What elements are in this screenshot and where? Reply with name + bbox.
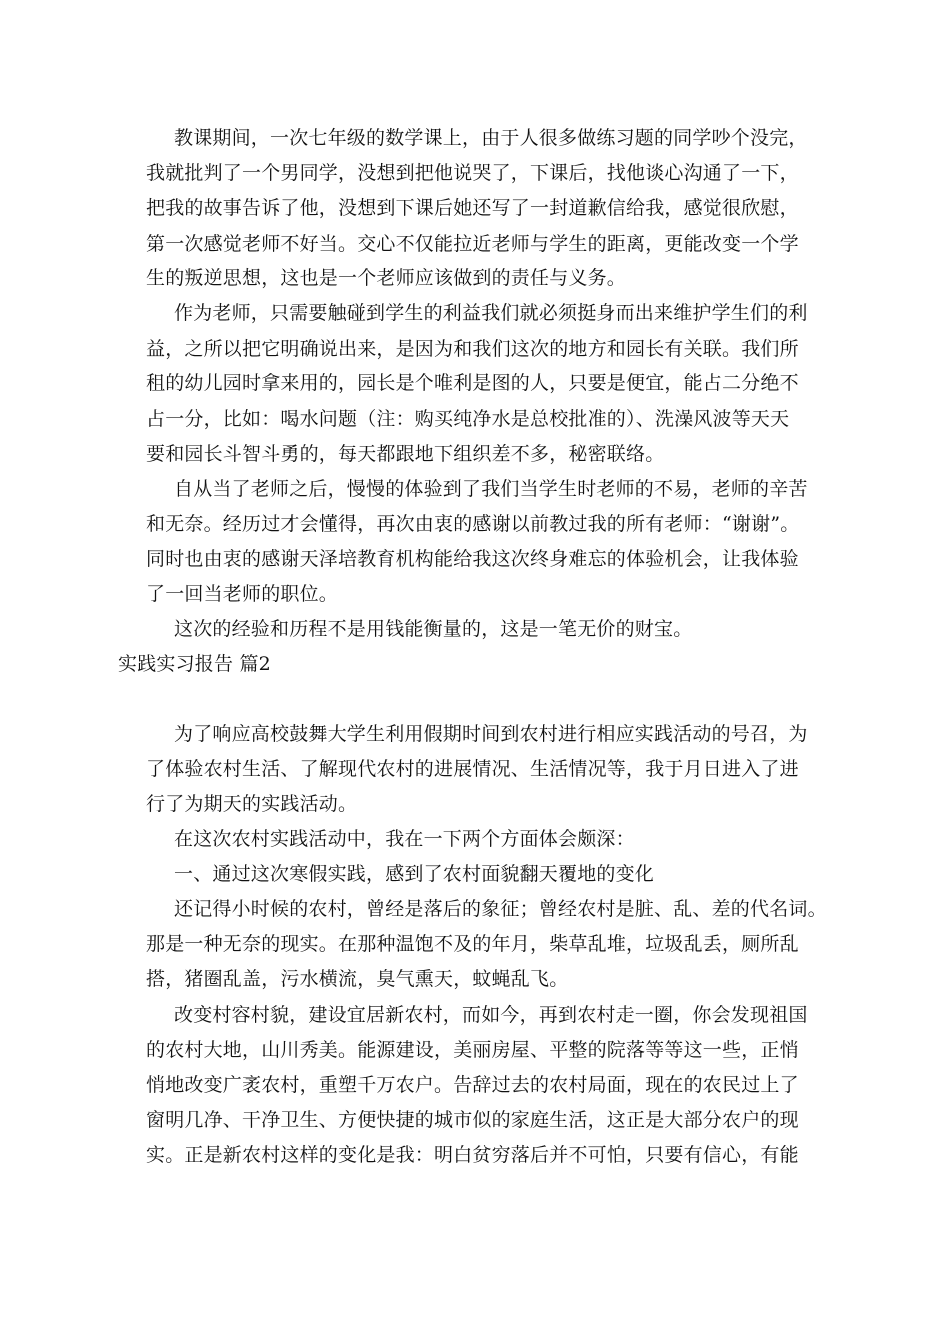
paragraph-line: 悄地改变广袤农村，重塑千万农户。告辞过去的农村局面，现在的农民过上了	[146, 1074, 799, 1096]
paragraph-line: 窗明几净、干净卫生、方便快捷的城市似的家庭生活，这正是大部分农户的现	[146, 1109, 799, 1131]
paragraph-line: 为了响应高校鼓舞大学生利用假期时间到农村进行相应实践活动的号召，为	[174, 723, 808, 745]
paragraph-line: 自从当了老师之后，慢慢的体验到了我们当学生时老师的不易，老师的辛苦	[174, 478, 808, 500]
paragraph-line: 益，之所以把它明确说出来，是因为和我们这次的地方和园长有关联。我们所	[146, 338, 799, 360]
paragraph-line: 生的叛逆思想，这也是一个老师应该做到的责任与义务。	[146, 267, 627, 289]
paragraph-line: 一、通过这次寒假实践，感到了农村面貌翻天覆地的变化	[174, 863, 655, 885]
paragraph-line: 实。正是新农村这样的变化是我：明白贫穷落后并不可怕，只要有信心，有能	[146, 1144, 799, 1166]
paragraph-line: 我就批判了一个男同学，没想到把他说哭了，下课后，找他谈心沟通了一下，	[146, 162, 799, 184]
paragraph-line: 这次的经验和历程不是用钱能衡量的，这是一笔无价的财宝。	[174, 618, 693, 640]
paragraph-line: 租的幼儿园时拿来用的，园长是个唯利是图的人，只要是便宜，能占二分绝不	[146, 372, 799, 394]
paragraph-line: 在这次农村实践活动中，我在一下两个方面体会颇深：	[174, 828, 635, 850]
paragraph-line: 占一分，比如：喝水问题（注：购买纯净水是总校批准的）、洗澡风波等天天	[146, 408, 790, 430]
paragraph-line: 要和园长斗智斗勇的，每天都跟地下组织差不多，秘密联络。	[146, 443, 665, 465]
paragraph-line: 第一次感觉老师不好当。交心不仅能拉近老师与学生的距离，更能改变一个学	[146, 233, 799, 255]
paragraph-line: 搭，猪圈乱盖，污水横流，臭气熏天，蚊蝇乱飞。	[146, 968, 569, 990]
paragraph-line: 那是一种无奈的现实。在那种温饱不及的年月，柴草乱堆，垃圾乱丢，厕所乱	[146, 933, 799, 955]
paragraph-line: 教课期间，一次七年级的数学课上，由于人很多做练习题的同学吵个没完，	[174, 127, 808, 149]
paragraph-line: 把我的故事告诉了他，没想到下课后她还写了一封道歉信给我，感觉很欣慰，	[146, 197, 799, 219]
paragraph-line: 还记得小时候的农村，曾经是落后的象征；曾经农村是脏、乱、差的代名词。	[174, 898, 827, 920]
paragraph-line: 改变村容村貌，建设宜居新农村，而如今，再到农村走一圈，你会发现祖国	[174, 1004, 808, 1026]
paragraph-line: 了一回当老师的职位。	[146, 583, 339, 605]
paragraph-line: 行了为期天的实践活动。	[146, 793, 358, 815]
section-heading: 实践实习报告 篇2	[118, 653, 271, 675]
paragraph-line: 的农村大地，山川秀美。能源建设，美丽房屋、平整的院落等等这一些，正悄	[146, 1039, 799, 1061]
paragraph-line: 作为老师，只需要触碰到学生的利益我们就必须挺身而出来维护学生们的利	[174, 302, 808, 324]
paragraph-line: 和无奈。经历过才会懂得，再次由衷的感谢以前教过我的所有老师：“谢谢”。	[146, 513, 800, 535]
paragraph-line: 了体验农村生活、了解现代农村的进展情况、生活情况等，我于月日进入了进	[146, 758, 799, 780]
paragraph-line: 同时也由衷的感谢天泽培教育机构能给我这次终身难忘的体验机会，让我体验	[146, 548, 799, 570]
